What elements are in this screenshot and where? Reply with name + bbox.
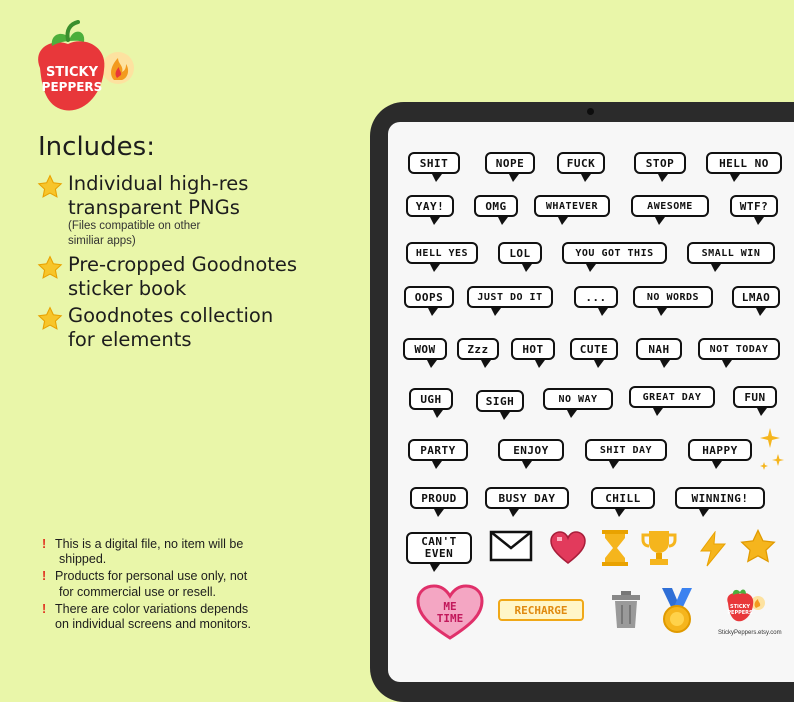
exclamation-icon: !	[42, 601, 47, 616]
sticker-bubble: WTF?	[730, 195, 778, 217]
heart-icon	[549, 531, 587, 565]
sticker-bubble: OOPS	[404, 286, 454, 308]
lightning-icon	[697, 531, 729, 567]
exclamation-icon: !	[42, 569, 47, 584]
sticker-bubble: HELL NO	[706, 152, 782, 174]
trophy-icon	[640, 529, 678, 567]
sticker-bubble: NO WORDS	[633, 286, 713, 308]
sticker-bubble: HAPPY	[688, 439, 752, 461]
sticker-bubble: JUST DO IT	[467, 286, 553, 308]
notice-line: Products for personal use only, not	[55, 569, 248, 584]
feature-item	[36, 172, 366, 249]
sticker-bubble: GREAT DAY	[629, 386, 715, 408]
sticker-bubble: FUCK	[557, 152, 605, 174]
sticker-bubble: WHATEVER	[534, 195, 610, 217]
sticker-bubble: NAH	[636, 338, 682, 360]
recharge-sticker: RECHARGE	[498, 599, 584, 621]
sticker-bubble: BUSY DAY	[485, 487, 569, 509]
notice-item	[42, 602, 342, 632]
sticker-bubble: HOT	[511, 338, 555, 360]
sticker-bubble: PARTY	[408, 439, 468, 461]
feature-line: for elements	[68, 327, 192, 351]
sticker-bubble: WOW	[403, 338, 447, 360]
mini-logo-word: PEPPERS	[727, 610, 753, 616]
feature-item	[36, 253, 366, 300]
sticker-bubble: STOP	[634, 152, 686, 174]
sticker-bubble: WINNING!	[675, 487, 765, 509]
sticker-bubble: CHILL	[591, 487, 655, 509]
notice-line: There are color variations depends	[55, 601, 249, 616]
me-time-heart-icon	[416, 584, 484, 640]
me-time-line: ME	[443, 600, 457, 613]
notice-line: This is a digital file, no item will be	[55, 537, 244, 551]
sticker-bubble: PROUD	[410, 487, 468, 509]
star-icon	[36, 174, 64, 200]
mini-logo-word: STICKY	[729, 604, 751, 610]
sticker-bubble: FUN	[733, 386, 777, 408]
hourglass-icon	[600, 529, 630, 567]
sticker-bubble: NO WAY	[543, 388, 613, 410]
sticker-bubble: NOPE	[485, 152, 535, 174]
sticker-bubble: LMAO	[732, 286, 780, 308]
sticker-bubble: NOT TODAY	[698, 338, 780, 360]
sticker-bubble: UGH	[409, 388, 453, 410]
notice-line: on individual screens and monitors.	[55, 617, 251, 632]
sticker-bubble: AWESOME	[631, 195, 709, 217]
feature-note: similiar apps)	[68, 235, 136, 247]
feature-line: Individual high-res	[68, 172, 249, 195]
sticker-bubble: HELL YES	[406, 242, 478, 264]
star-icon	[36, 306, 64, 332]
notice-item	[42, 537, 342, 567]
sticker-line: CAN'T	[421, 535, 457, 548]
exclamation-icon: !	[42, 537, 47, 551]
sticker-bubble: ...	[574, 286, 618, 308]
sparkle-icon	[758, 428, 784, 474]
me-time-line: TIME	[436, 612, 464, 625]
trash-icon	[610, 590, 642, 630]
feature-line: Pre-cropped Goodnotes	[68, 253, 298, 276]
notice-item	[42, 569, 342, 599]
sticker-bubble-cant-even	[406, 532, 472, 564]
sticker-bubble: Zzz	[457, 338, 499, 360]
sticker-line: EVEN	[424, 547, 454, 560]
notice-line: shipped.	[59, 552, 107, 567]
star-icon	[36, 255, 64, 281]
feature-item	[36, 304, 366, 351]
feature-list	[36, 172, 366, 355]
sticker-bubble: YAY!	[406, 195, 454, 217]
sticker-bubble: CUTE	[570, 338, 618, 360]
sticker-bubble: SIGH	[476, 390, 524, 412]
site-url: StickyPeppers.etsy.com	[718, 630, 782, 636]
sticker-bubble: YOU GOT THIS	[562, 242, 667, 264]
feature-line: Goodnotes collection	[68, 304, 274, 327]
logo-word-sticky: STICKY	[45, 65, 99, 80]
sticker-bubble: SHIT	[408, 152, 460, 174]
notice-list	[42, 537, 342, 634]
star-icon	[738, 528, 778, 566]
includes-title: Includes:	[38, 132, 155, 162]
notice-line: for commercial use or resell.	[59, 584, 216, 599]
sticker-bubble: OMG	[474, 195, 518, 217]
medal-icon	[658, 587, 696, 635]
feature-line: transparent PNGs	[68, 195, 240, 219]
sticker-bubble: LOL	[498, 242, 542, 264]
feature-line: sticker book	[68, 276, 187, 300]
sticker-bubble: ENJOY	[498, 439, 564, 461]
feature-note: (Files compatible on other	[68, 220, 201, 232]
sticker-bubble: SHIT DAY	[585, 439, 667, 461]
envelope-icon	[489, 530, 533, 562]
sticky-peppers-mini-logo	[722, 585, 768, 627]
sticker-bubble: SMALL WIN	[687, 242, 775, 264]
sticky-peppers-logo	[22, 18, 142, 128]
logo-word-peppers: PEPPERS	[41, 80, 103, 94]
tablet-camera	[587, 108, 594, 115]
